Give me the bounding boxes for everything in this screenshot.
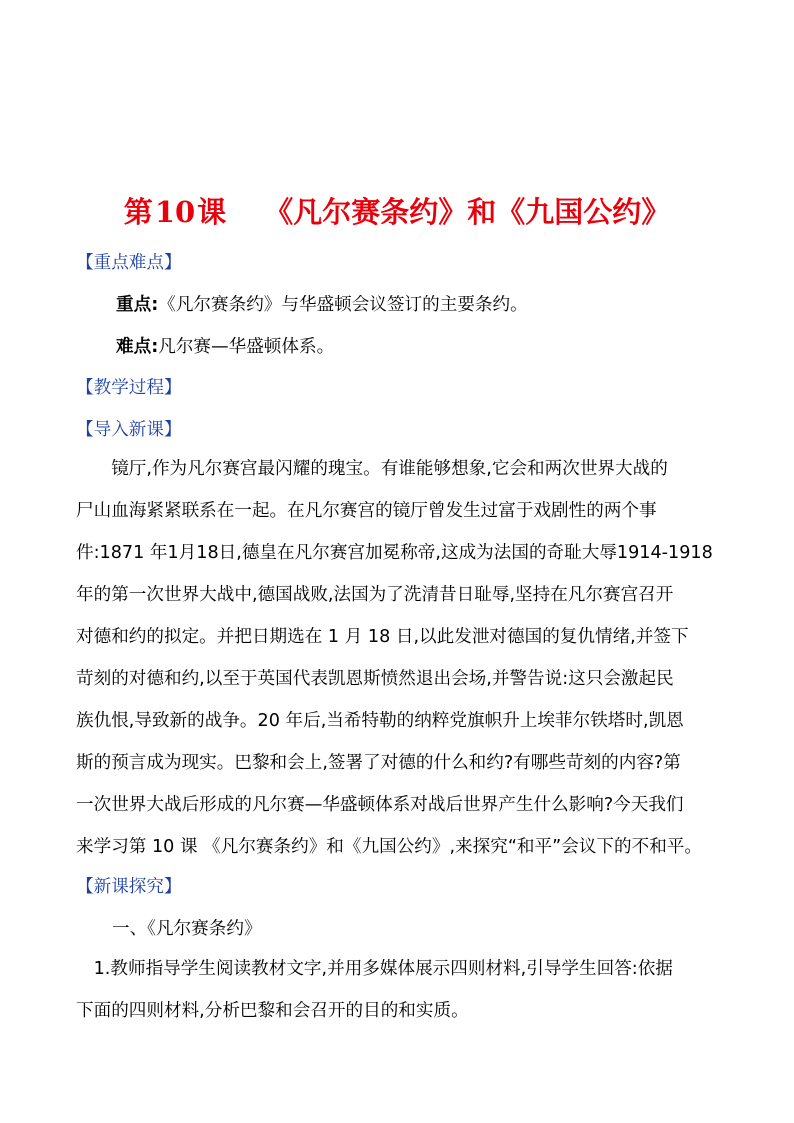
paragraph-line: 族仇恨,导致新的战争。20 年后,当希特勒的纳粹党旗帜升上埃菲尔铁塔时,凯恩 bbox=[76, 711, 684, 731]
title-prefix: 第 bbox=[123, 195, 153, 229]
intro-paragraph bbox=[76, 448, 720, 868]
section-heading-teaching-process: 【教学过程】 bbox=[76, 378, 182, 398]
paragraph-line: 下面的四则材料,分析巴黎和会召开的目的和实质。 bbox=[76, 1001, 469, 1021]
paragraph-line: 一次世界大战后形成的凡尔赛—华盛顿体系对战后世界产生什么影响?今天我们 bbox=[76, 795, 684, 815]
difficult-point-label: 难点: bbox=[116, 337, 159, 357]
title-number: 10 bbox=[154, 195, 196, 229]
paragraph-line: 斯的预言成为现实。巴黎和会上,签署了对德的什么和约?有哪些苛刻的内容?第 bbox=[76, 753, 681, 773]
section-heading-new-lesson: 【新课探究】 bbox=[76, 877, 182, 897]
paragraph-line: 镜厅,作为凡尔赛宫最闪耀的瑰宝。有谁能够想象,它会和两次世界大战的 bbox=[76, 459, 668, 479]
section-heading-key-difficult: 【重点难点】 bbox=[76, 253, 182, 273]
paragraph-line: 来学习第 10 课 《凡尔赛条约》和《九国公约》,来探究“和平”会议下的不和平。 bbox=[76, 837, 702, 857]
paragraph-line: 年的第一次世界大战中,德国战败,法国为了洗清昔日耻辱,坚持在凡尔赛宫召开 bbox=[76, 585, 674, 605]
paragraph-line: 对德和约的拟定。并把日期选在 1 月 18 日,以此发泄对德国的复仇情绪,并签下 bbox=[76, 627, 689, 647]
subsection-heading: 一、《凡尔赛条约》 bbox=[112, 919, 262, 939]
difficult-point-text: 凡尔赛—华盛顿体系。 bbox=[158, 337, 335, 357]
section-heading-intro: 【导入新课】 bbox=[76, 420, 182, 440]
title-name: 《凡尔赛条约》和《九国公约》 bbox=[264, 195, 671, 229]
paragraph-line: 1.教师指导学生阅读教材文字,并用多媒体展示四则材料,引导学生回答:依据 bbox=[76, 959, 673, 979]
title-suffix: 课 bbox=[197, 195, 227, 229]
paragraph-line: 尸山血海紧紧联系在一起。在凡尔赛宫的镜厅曾发生过富于戏剧性的两个事 bbox=[76, 501, 657, 521]
difficult-point-line bbox=[116, 335, 334, 359]
key-point-text: 《凡尔赛条约》与华盛顿会议签订的主要条约。 bbox=[158, 295, 528, 315]
lesson-title bbox=[0, 192, 794, 232]
key-point-line bbox=[116, 293, 528, 317]
paragraph-line: 件:1871 年1月18日,德皇在凡尔赛宫加冕称帝,这成为法国的奇耻大辱1914-1918 bbox=[76, 543, 713, 563]
paragraph-line: 苛刻的对德和约,以至于英国代表凯恩斯愤然退出会场,并警告说:这只会激起民 bbox=[76, 669, 674, 689]
step-one-paragraph bbox=[76, 948, 720, 1032]
key-point-label: 重点: bbox=[116, 295, 159, 315]
